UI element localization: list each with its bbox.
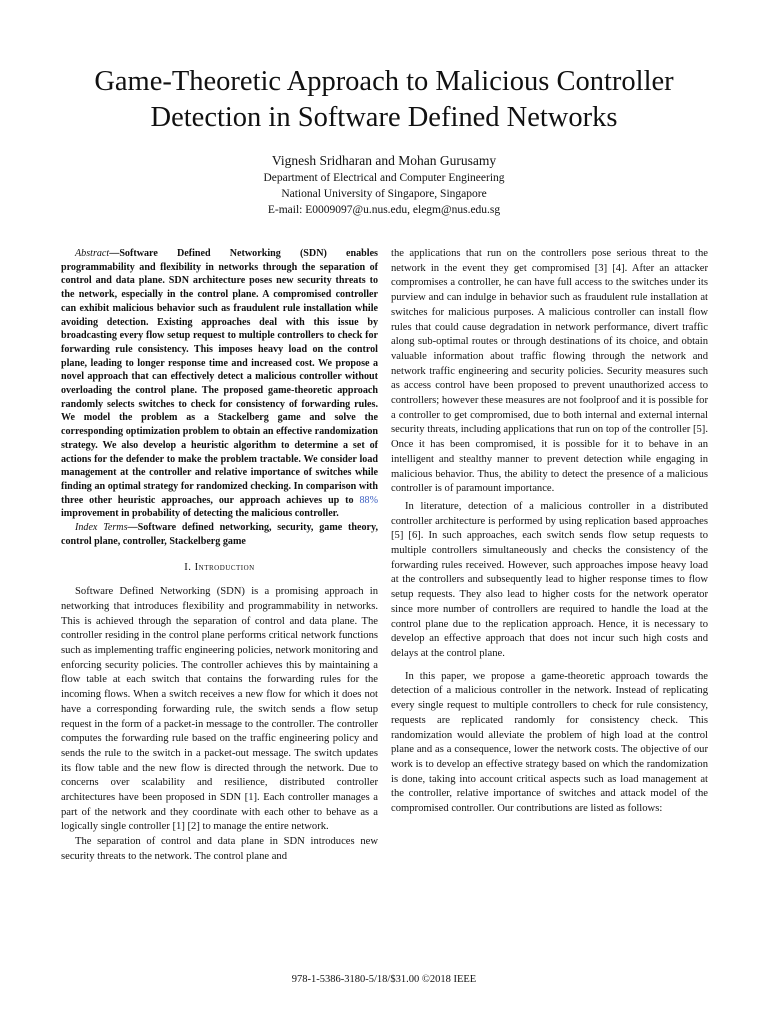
copyright-footer: 978-1-5386-3180-5/18/$31.00 ©2018 IEEE [291,974,477,985]
index-terms-label: Index Terms [75,522,128,534]
affiliation-department: Department of Electrical and Computer Engineering [263,172,505,184]
paper-title [40,64,728,136]
index-terms: Index Terms—Software defined networking, security, game theory, control plane, controller, Stackelberg game [61,522,378,547]
body-paragraph-3: In this paper, we propose a game-theoretic approach towards the detection of a malicious controller in the network. Instead of replicating every single request to multiple controllers to check for rule consistency, requests are replicated randomly for consistency check. This randomization would alleviate the problem of high load at the control plane and as a consequence, lower the network costs. The objective of our work is to develop an effective strategy based on which the randomization is done, taking into account critical aspects such as load management at the controller, relative importance of switches and attack model of the compromised controller. Our contributions are listed as follows: [391,670,708,815]
body-paragraph-2: In literature, detection of a malicious controller in a distributed controller architecture is performed by using replication based approaches [5] [6]. In such approaches, each switch sends flow setup requests to multiple controllers simultaneously and checks the consistency of the forwarding rules received. However, such approaches impose heavy load at the controllers and subsequently lead to higher response times to flow setup requests. They also lead to higher costs for the network operator since more number of controllers are required to handle the load at the control plane due to the replication approach. Hence, it is necessary to develop an effective approach that does not incur such high costs and delays at the control plane. [391,500,708,659]
section-number: I. [184,562,192,574]
author-list: Vignesh Sridharan and Mohan Gurusamy [271,153,497,168]
title-line-1: Game-Theoretic Approach to Malicious Controller [94,66,674,97]
title-line-2: Detection in Software Defined Networks [150,102,618,133]
section-heading-introduction [61,561,378,576]
abstract: Abstract—Software Defined Networking (SDN) enables programmability and flexibility in networks through the separation of control and data plane. SDN architecture poses new security threats to the network, especially in the control plane. A compromised controller can exhibit malicious behavior such as fraudulent rule installation while avoiding detection. Existing approaches deal with this issue by broadcasting every flow setup request to multiple controllers to check for forwarding rule consistency. This imposes heavy load on the control plane, leading to longer response time and increased cost. We propose a novel approach that can effectively detect a malicious controller without overloading the control plane. The proposed game-theoretic approach randomly selects switches to check for consistency of forwarding rules. We model the problem as a Stackelberg game and solve the corresponding optimization problem to obtain an effective randomization strategy. We also develop a heuristic algorithm to determine a set of actions for the defender to make the problem tractable. We consider load management at the controller and relative importance of switches while finding an optimal strategy for randomized checking. In comparison with three other heuristic approaches, our approach achieves up to 88% improvement in probability of detecting the malicious controller. [61,248,378,520]
affiliation-university: National University of Singapore, Singapore [281,188,487,200]
right-column [391,247,708,817]
body-paragraph-1: the applications that run on the controllers pose serious threat to the network in the event they get compromised [3] [4]. After an attacker compromises a controller, he can have full access to the switches under its purview and can indulge in behavior such as fraudulent rule installation at switches for malicious purposes. A malicious controller can install flow rules that could cause degradation in network performance, divert traffic along sub-optimal routes or through destinations of its choice, and obtain valuable information about traffic flowing through the network and network traffic engineering and security policies. Security measures such as access control have been proposed to prevent unauthorized access to controllers; however these measures are not foolproof and it is possible for a controller to get compromised, due to both internal and external internal security threats, including applications that run on top of the controller [5]. Once it has been compromised, it is possible for it to behave in an intelligent and stealthy manner to prevent detection while engaging in malicious behavior. Thus, the ability to detect the presence of a malicious controller is of paramount importance. [391,248,708,495]
abstract-text-end: improvement in probability of detecting the malicious controller. [61,508,339,520]
index-terms-text: Software defined networking, security, game theory, control plane, controller, Stackelberg game [61,522,378,547]
affiliation-block [40,170,728,218]
abstract-percent: 88% [359,494,378,506]
section-title: Introduction [194,562,255,574]
intro-paragraph-2: The separation of control and data plane in SDN introduces new security threats to the network. The control plane and [61,836,378,862]
intro-paragraph-1: Software Defined Networking (SDN) is a promising approach in networking that introduces flexibility and programmability in networks. This is achieved through the separation of control and data plane. The controller residing in the control plane performs critical network functions such as implementing traffic engineering policies, network monitoring and enforcing security policies. The controller achieves this by maintaining a flow table at each switch that contains the forwarding rules for the incoming flows. When a switch receives a new flow for which it does not have a corresponding forwarding rule, the switch sends a flow setup request in the form of a packet-in message to the controller. The controller computes the forwarding rule based on the traffic engineering policy and sends the rule to the switch in a packet-out message. The switch updates its flow table and the new flow is directed through the network. Due to concerns over scalability and resilience, distributed controller architectures have been proposed in SDN [1]. Each controller manages a part of the network and they coordinate with each other to behave as a logically single controller [1] [2] to manage the entire network. [61,586,378,833]
abstract-text: Software Defined Networking (SDN) enables programmability and flexibility in networks through the separation of control and data plane. SDN architecture poses new security threats to the network, especially in the control plane. A compromised controller can exhibit malicious behavior such as fraudulent rule installation while avoiding detection. Existing approaches deal with this issue by broadcasting every flow setup request to multiple controllers to check for forwarding rule consistency. This imposes heavy load on the control plane, leading to longer response time and increased cost. We propose a novel approach that can effectively detect a malicious controller without overloading the control plane. The proposed game-theoretic approach randomly selects switches to check for consistency of forwarding rules. We model the problem as a Stackelberg game and solve the corresponding optimization problem to obtain an effective randomization strategy. We also develop a heuristic algorithm to determine a set of actions for the defender to make the problem tractable. We consider load management at the controller and relative importance of switches while finding an optimal strategy for randomized checking. In comparison with three other heuristic approaches, our approach achieves up to [61,248,378,506]
abstract-label: Abstract [75,248,110,259]
left-column [61,247,378,865]
affiliation-email: E-mail: E0009097@u.nus.edu, elegm@nus.edu.sg [267,204,501,216]
